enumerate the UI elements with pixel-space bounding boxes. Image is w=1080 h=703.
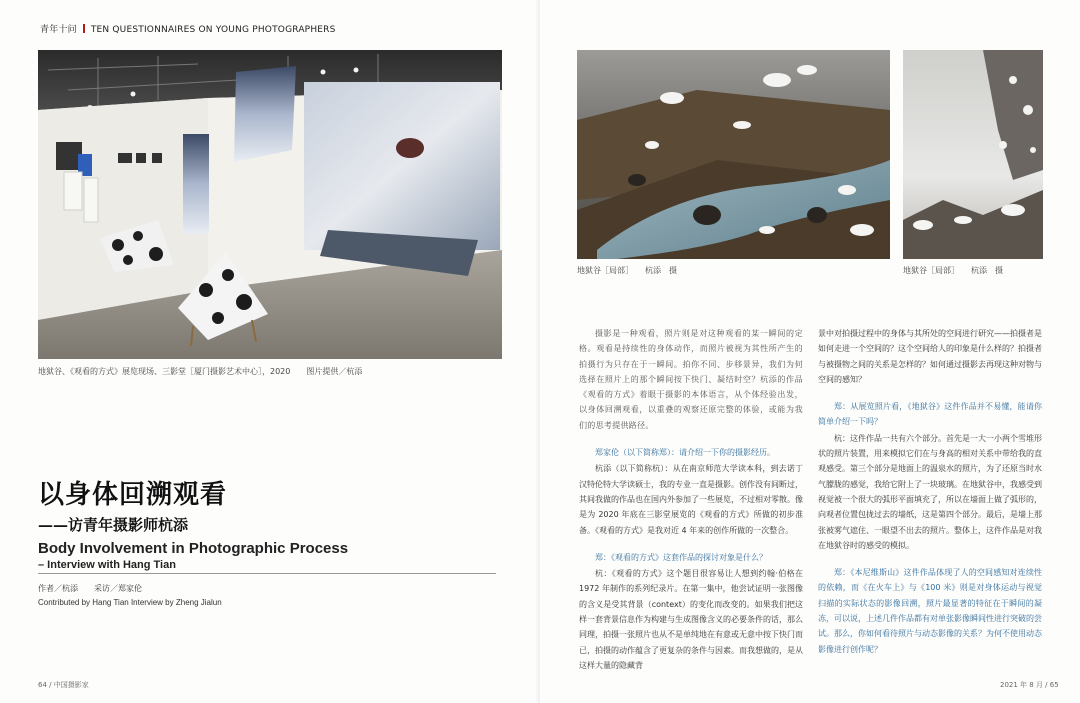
answer-3: 杭：这件作品一共有六个部分。首先是一大一小两个雪堆形状的照片装置，用来模拟它们在与身高的相对关系中带给我的直观感受。第三个部分是地面上的温泉水的照片，为了还原当时水气朦胧的感觉，我给它附上了一块玻璃。在地狱谷中，我感受到视觉被一个很大的弧形平面填充了，所以在墙面上做了弧形的，向观者位置包拢过去的墙纸，这是第四个部分。最后，是墙上那张被雾气遮住、一眼望不出去的照片。整体上，这件作品是对我在地狱谷时的感受的模拟。 [818,433,1042,550]
title-divider [38,573,496,574]
answer-2: 杭：《观看的方式》这个题目很容易让人想到约翰·伯格在 1972 年制作的系列纪录片。在第一集中，他尝试证明一张图像的含义是受其背景（context）的变化而改变的。如果我们把这样一套背景信息作为构建与生成图像含义的必要条件的话，那么同理，拍摄一张照片也从不是单纯地在有意或无意中按下快门而已，拍摄的动作蕴含了更复杂的条件与因素。而我想做的，是从这样大量的隐藏背 [579,569,803,670]
exhibition-photo [38,50,502,359]
credits [38,582,222,610]
question-4: 郑：《本尼维斯山》这件作品体现了人的空间感知对连续性的依赖，而《在火车上》与《100 米》则是对身体运动与视觉扫描的实际状态的影像回溯，照片最显著的特征在于瞬间的凝冻，可以说，上述几件作品都有对单张影像瞬间性进行突破的尝试。那么，你如何看待照片与动态影像的关系？为何不使用动态影像进行创作呢？ [818,568,1042,654]
running-head-en: TEN QUESTIONNAIRES ON YOUNG PHOTOGRAPHERS [90,25,336,35]
running-head-cn: 青年十问 [40,25,77,35]
hell-valley-photo-1 [577,50,890,259]
exhibition-photo-caption: 地狱谷、《观看的方式》展览现场、三影堂［厦门摄影艺术中心］，2020 图片提供／杭添 [38,367,363,376]
question-3: 郑：从展览照片看，《地狱谷》这件作品并不易懂，能请你简单介绍一下吗？ [818,402,1042,427]
text-column-1 [579,326,803,685]
hell-valley-photo-2 [903,50,1043,259]
running-head-separator [83,24,85,33]
hell-valley-photo-1-caption: 地狱谷［局部］ 杭添 摄 [577,266,677,275]
title-cn-main: 以身体回溯观看 [38,480,228,510]
title-en-main: Body Involvement in Photographic Process [38,540,349,557]
right-folio: 2021 年 8 月 / 65 [1000,681,1059,689]
hell-valley-photo-2-caption: 地狱谷［局部］ 杭添 摄 [903,266,1003,275]
intro-paragraph: 摄影是一种观看，照片则是对这种观看的某一瞬间的定格。观看是持续性的身体动作，而照片被视为其性所产生的拍摄行为只存在于一瞬间。拍你不同、步移景异，我们为何选择在照片上的那个瞬间按下快门、凝结时空？杭添的作品《观看的方式》着眼于摄影的本体语言，从个体经验出发，以身体回溯观看，以重叠的观察还原完整的体验，或能为我们的思考提供路径。 [579,329,803,430]
question-2: 郑：《观看的方式》这套作品的探讨对象是什么？ [595,552,767,562]
hell-valley-photo-2-illustration [903,50,1043,259]
text-column-2 [818,326,1042,658]
answer-1: 杭添（以下简称杭）：从在南京师范大学读本科，到去诺丁汉特伦特大学读硕士，我的专业一直是摄影。创作没有间断过，其间我做的作品也在国内外参加了一些展览，不过相对零散。像是为 2020 年底在三影堂展览的《观看的方式》所做的初步准备。《观看的方式》是我对近 4 年来的创作所做的一次整合。 [579,464,803,535]
title-cn-sub: ——访青年摄影师杭添 [38,516,189,534]
exhibition-photo-illustration [38,50,502,359]
left-folio: 64 / 中国摄影家 [38,681,89,689]
question-1: 郑家伦（以下简称郑）：请介绍一下你的摄影经历。 [595,448,775,458]
credits-en: Contributed by Hang Tian Interview by Zheng Jialun [38,598,222,607]
running-head [40,22,336,35]
answer-2-continued: 景中对拍摄过程中的身体与其所处的空间进行研究——拍摄者是如何走进一个空间的？这个空间给人的印象是什么样的？拍摄者与被摄物之间的关系是怎样的？如何通过摄影去再现这种对物与空间的感知？ [818,329,1042,384]
title-en-sub: – Interview with Hang Tian [38,559,176,571]
article-headline [38,480,348,572]
credits-cn: 作者／杭添 采访／郑家伦 [38,584,142,593]
hell-valley-photo-1-illustration [577,50,890,259]
